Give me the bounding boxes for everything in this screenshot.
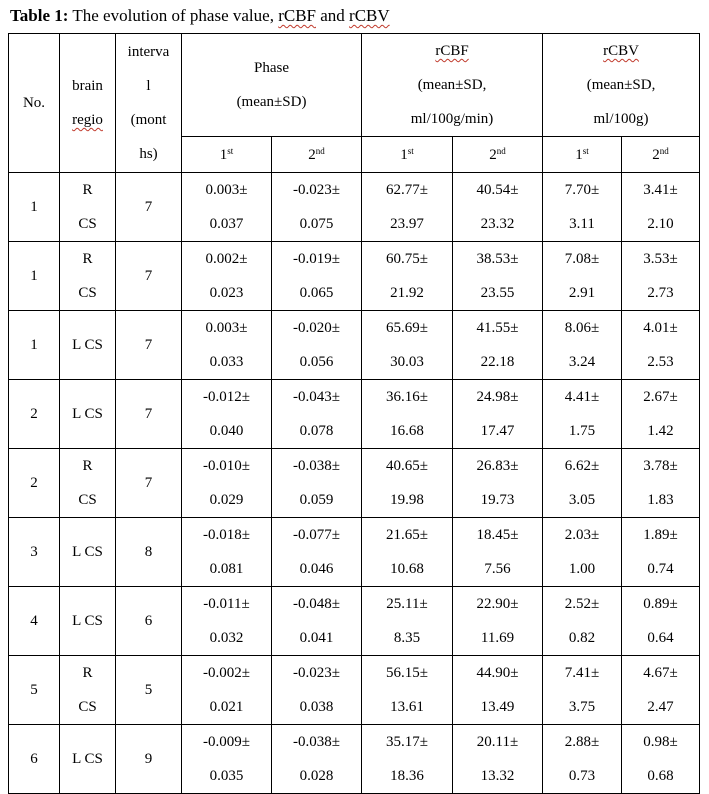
cell-no: 1 <box>9 242 60 311</box>
cell-rcbf-1st: 25.11± 8.35 <box>362 587 453 656</box>
table-caption <box>10 4 390 28</box>
cell-rcbf-1st: 65.69± 30.03 <box>362 311 453 380</box>
cell-no: 4 <box>9 587 60 656</box>
cell-brain-region: L CS <box>60 587 116 656</box>
table-row <box>9 311 700 380</box>
caption-text: The evolution of phase value, <box>68 6 279 25</box>
cell-phase-2nd: -0.043± 0.078 <box>272 380 362 449</box>
cell-rcbv-1st: 8.06± 3.24 <box>543 311 622 380</box>
cell-rcbv-1st: 7.08± 2.91 <box>543 242 622 311</box>
cell-phase-1st: -0.011± 0.032 <box>182 587 272 656</box>
cell-brain-region: L CS <box>60 725 116 794</box>
cell-brain-region: R CS <box>60 242 116 311</box>
header-rcbf-1st: 1st <box>362 137 453 173</box>
caption-rcbf: rCBF <box>278 6 316 25</box>
cell-phase-1st: -0.010± 0.029 <box>182 449 272 518</box>
cell-brain-region: L CS <box>60 311 116 380</box>
cell-no: 1 <box>9 173 60 242</box>
cell-no: 2 <box>9 380 60 449</box>
table-row <box>9 242 700 311</box>
cell-phase-1st: -0.002± 0.021 <box>182 656 272 725</box>
cell-phase-2nd: -0.077± 0.046 <box>272 518 362 587</box>
cell-phase-1st: 0.003± 0.033 <box>182 311 272 380</box>
cell-rcbf-1st: 35.17± 18.36 <box>362 725 453 794</box>
cell-rcbf-1st: 56.15± 13.61 <box>362 656 453 725</box>
cell-phase-2nd: -0.038± 0.059 <box>272 449 362 518</box>
table-row <box>9 518 700 587</box>
table-row <box>9 173 700 242</box>
table-row <box>9 656 700 725</box>
cell-brain-region: L CS <box>60 380 116 449</box>
cell-interval: 7 <box>116 380 182 449</box>
header-interval: interva l (mont hs) <box>116 34 182 173</box>
cell-interval: 7 <box>116 449 182 518</box>
table-row <box>9 725 700 794</box>
cell-no: 5 <box>9 656 60 725</box>
cell-phase-1st: -0.012± 0.040 <box>182 380 272 449</box>
table-row <box>9 380 700 449</box>
header-phase-1st: 1st <box>182 137 272 173</box>
cell-rcbf-1st: 40.65± 19.98 <box>362 449 453 518</box>
header-phase-2nd: 2nd <box>272 137 362 173</box>
cell-rcbv-2nd: 4.01± 2.53 <box>622 311 700 380</box>
cell-phase-2nd: -0.020± 0.056 <box>272 311 362 380</box>
caption-rcbv: rCBV <box>349 6 390 25</box>
cell-no: 6 <box>9 725 60 794</box>
cell-phase-2nd: -0.038± 0.028 <box>272 725 362 794</box>
cell-rcbf-1st: 21.65± 10.68 <box>362 518 453 587</box>
cell-interval: 7 <box>116 173 182 242</box>
cell-brain-region: R CS <box>60 173 116 242</box>
table-row <box>9 587 700 656</box>
cell-rcbv-1st: 2.03± 1.00 <box>543 518 622 587</box>
cell-rcbf-2nd: 44.90± 13.49 <box>453 656 543 725</box>
cell-rcbf-2nd: 40.54± 23.32 <box>453 173 543 242</box>
table-body <box>9 173 700 794</box>
cell-phase-1st: -0.018± 0.081 <box>182 518 272 587</box>
cell-rcbv-1st: 2.52± 0.82 <box>543 587 622 656</box>
cell-brain-region: R CS <box>60 656 116 725</box>
cell-rcbv-2nd: 3.78± 1.83 <box>622 449 700 518</box>
cell-rcbf-2nd: 24.98± 17.47 <box>453 380 543 449</box>
cell-rcbv-1st: 7.41± 3.75 <box>543 656 622 725</box>
cell-brain-region: L CS <box>60 518 116 587</box>
header-rcbv-1st: 1st <box>543 137 622 173</box>
header-rcbf: rCBF (mean±SD, ml/100g/min) <box>362 34 543 137</box>
cell-phase-1st: -0.009± 0.035 <box>182 725 272 794</box>
cell-rcbv-2nd: 0.89± 0.64 <box>622 587 700 656</box>
cell-brain-region: R CS <box>60 449 116 518</box>
cell-interval: 7 <box>116 242 182 311</box>
cell-rcbv-1st: 6.62± 3.05 <box>543 449 622 518</box>
header-brain-region: brain regio <box>60 34 116 173</box>
cell-rcbv-2nd: 4.67± 2.47 <box>622 656 700 725</box>
header-rcbv: rCBV (mean±SD, ml/100g) <box>543 34 700 137</box>
cell-rcbf-1st: 62.77± 23.97 <box>362 173 453 242</box>
header-phase: Phase (mean±SD) <box>182 34 362 137</box>
cell-interval: 7 <box>116 311 182 380</box>
cell-phase-2nd: -0.023± 0.038 <box>272 656 362 725</box>
cell-interval: 9 <box>116 725 182 794</box>
caption-text-mid: and <box>316 6 350 25</box>
cell-rcbv-1st: 7.70± 3.11 <box>543 173 622 242</box>
cell-phase-2nd: -0.048± 0.041 <box>272 587 362 656</box>
cell-interval: 8 <box>116 518 182 587</box>
cell-rcbf-2nd: 38.53± 23.55 <box>453 242 543 311</box>
header-no: No. <box>9 34 60 173</box>
cell-interval: 6 <box>116 587 182 656</box>
cell-rcbf-2nd: 41.55± 22.18 <box>453 311 543 380</box>
cell-rcbv-2nd: 0.98± 0.68 <box>622 725 700 794</box>
cell-rcbf-2nd: 26.83± 19.73 <box>453 449 543 518</box>
cell-phase-2nd: -0.019± 0.065 <box>272 242 362 311</box>
cell-no: 2 <box>9 449 60 518</box>
cell-rcbf-2nd: 20.11± 13.32 <box>453 725 543 794</box>
cell-rcbv-2nd: 3.41± 2.10 <box>622 173 700 242</box>
cell-rcbf-1st: 60.75± 21.92 <box>362 242 453 311</box>
cell-phase-2nd: -0.023± 0.075 <box>272 173 362 242</box>
cell-rcbf-2nd: 18.45± 7.56 <box>453 518 543 587</box>
header-rcbf-2nd: 2nd <box>453 137 543 173</box>
header-rcbv-2nd: 2nd <box>622 137 700 173</box>
cell-no: 1 <box>9 311 60 380</box>
cell-rcbv-1st: 2.88± 0.73 <box>543 725 622 794</box>
cell-no: 3 <box>9 518 60 587</box>
cell-rcbf-2nd: 22.90± 11.69 <box>453 587 543 656</box>
cell-rcbv-2nd: 3.53± 2.73 <box>622 242 700 311</box>
phase-evolution-table <box>8 33 700 794</box>
cell-rcbf-1st: 36.16± 16.68 <box>362 380 453 449</box>
table-row <box>9 449 700 518</box>
cell-rcbv-2nd: 1.89± 0.74 <box>622 518 700 587</box>
cell-phase-1st: 0.003± 0.037 <box>182 173 272 242</box>
cell-phase-1st: 0.002± 0.023 <box>182 242 272 311</box>
cell-interval: 5 <box>116 656 182 725</box>
cell-rcbv-1st: 4.41± 1.75 <box>543 380 622 449</box>
caption-label: Table 1: <box>10 6 69 25</box>
cell-rcbv-2nd: 2.67± 1.42 <box>622 380 700 449</box>
